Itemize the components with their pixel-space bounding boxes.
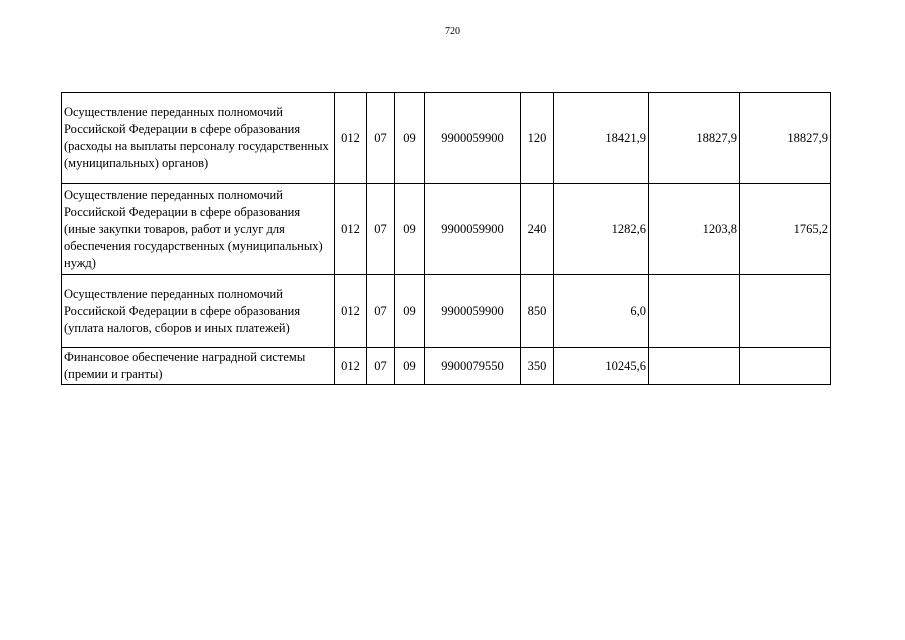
amount-year3-cell (740, 348, 831, 385)
expense-type-cell: 120 (521, 93, 554, 184)
target-article-cell: 9900059900 (425, 275, 521, 348)
ministry-code-cell: 012 (335, 348, 367, 385)
amount-year1-cell: 1282,6 (554, 184, 649, 275)
row-name-cell: Осуществление переданных полномочий Российской Федерации в сфере образования (иные закупки товаров, работ и услуг для обеспечения государственных (муниципальных) нужд) (62, 184, 335, 275)
row-name-cell: Осуществление переданных полномочий Российской Федерации в сфере образования (уплата налогов, сборов и иных платежей) (62, 275, 335, 348)
amount-year1-cell: 10245,6 (554, 348, 649, 385)
amount-year1-cell: 18421,9 (554, 93, 649, 184)
section-code-cell: 07 (367, 93, 395, 184)
target-article-cell: 9900059900 (425, 184, 521, 275)
section-code-cell: 07 (367, 348, 395, 385)
table-row (62, 93, 831, 184)
table-row (62, 184, 831, 275)
section-code-cell: 07 (367, 184, 395, 275)
target-article-cell: 9900079550 (425, 348, 521, 385)
subsection-code-cell: 09 (395, 275, 425, 348)
section-code-cell: 07 (367, 275, 395, 348)
row-name-cell: Финансовое обеспечение наградной системы (премии и гранты) (62, 348, 335, 385)
ministry-code-cell: 012 (335, 93, 367, 184)
amount-year1-cell: 6,0 (554, 275, 649, 348)
amount-year3-cell (740, 275, 831, 348)
amount-year3-cell: 18827,9 (740, 93, 831, 184)
amount-year2-cell: 1203,8 (649, 184, 740, 275)
table-row (62, 348, 831, 385)
subsection-code-cell: 09 (395, 348, 425, 385)
target-article-cell: 9900059900 (425, 93, 521, 184)
amount-year2-cell (649, 275, 740, 348)
subsection-code-cell: 09 (395, 184, 425, 275)
ministry-code-cell: 012 (335, 184, 367, 275)
expense-type-cell: 850 (521, 275, 554, 348)
amount-year3-cell: 1765,2 (740, 184, 831, 275)
page-number: 720 (445, 26, 460, 37)
budget-table (61, 92, 831, 385)
subsection-code-cell: 09 (395, 93, 425, 184)
ministry-code-cell: 012 (335, 275, 367, 348)
table-row (62, 275, 831, 348)
expense-type-cell: 240 (521, 184, 554, 275)
expense-type-cell: 350 (521, 348, 554, 385)
row-name-cell: Осуществление переданных полномочий Российской Федерации в сфере образования (расходы на выплаты персоналу государственных (муниципальных) органов) (62, 93, 335, 184)
amount-year2-cell (649, 348, 740, 385)
amount-year2-cell: 18827,9 (649, 93, 740, 184)
